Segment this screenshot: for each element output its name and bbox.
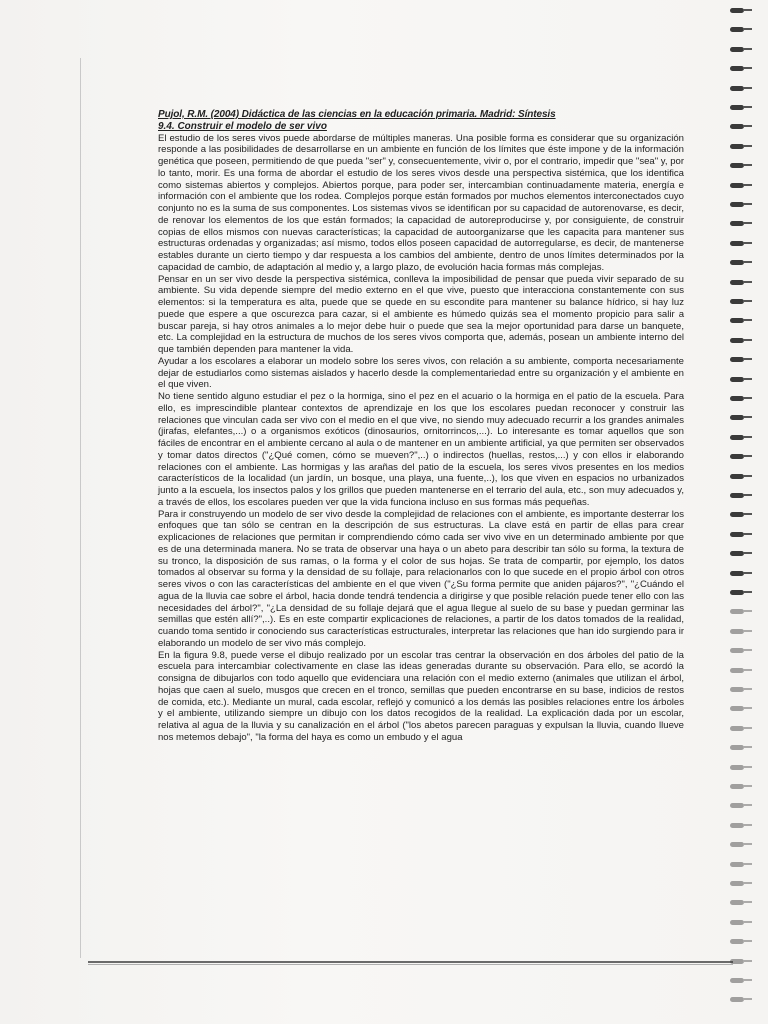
binding-hole <box>730 142 752 151</box>
binding-hole <box>730 258 752 267</box>
paragraph-4: No tiene sentido alguno estudiar el pez o la hormiga, sino el pez en el acuario o la hormiga en el patio de la escuela. Para ello, es imprescindible plantear contextos de aprendizaje en los que los escolares puedan reconocer y construir las relaciones que vinculan cada ser vivo con el medio en el que vive, no siendo muy adecuado recurrir a los grandes animales (jirafas, elefantes,...) o a organismos exóticos (dinosaurios, ornitorrincos,...). Lo interesante es tomar aquellos que son fáciles de encontrar en el ambiente cercano al aula o de mantener en un ambiente artificial, ya que permiten ser observados y tomar datos directos ("¿Qué comen, cómo se mueven?",..) o indirectos (huellas, restos,...) y con ellos ir elaborando relaciones con el ambiente. Las hormigas y las arañas del patio de la escuela, los seres vivos presentes en los medios característicos de la localidad (un jardín, un bosque, una playa, una fuente,..), los que viven en espacios no urbanizados junto a la escuela, los insectos palos y los grillos que pueden mantenerse en el terrario del aula, etc., son muy adecuados y, a través de ellos, los escolares pueden ver que la vida funciona incluso en sus formas más pequeñas. <box>158 391 684 508</box>
binding-hole <box>730 297 752 306</box>
binding-hole <box>730 840 752 849</box>
binding-hole <box>730 685 752 694</box>
binding-hole <box>730 219 752 228</box>
binding-hole <box>730 64 752 73</box>
binding-hole <box>730 103 752 112</box>
binding-hole <box>730 918 752 927</box>
binding-hole <box>730 161 752 170</box>
binding-hole <box>730 122 752 131</box>
paragraph-1: El estudio de los seres vivos puede abordarse de múltiples maneras. Una posible forma es considerar que su organización responde a las posibilidades de desarrollarse en un ambiente en función de los límites que éste impone y de la información genética que poseen, permitiendo de que pueda "ser" y, consecuentemente, vivir o, por el contrario, impedir que "sea" y, por lo tanto, morir. Es una forma de abordar el estudio de los seres vivos desde una perspectiva sistémica, que los identifica como sistemas abiertos y complejos. Abiertos porque, para poder ser, intercambian continuadamente materia, energía e información con el ambiente que los rodea. Complejos porque están formados por muchos elementos interconectados cuyo conjunto no es la suma de sus componentes. Los sistemas vivos se identifican por su capacidad de autorenovarse, es decir, de renovar los elementos de los que están formados; la capacidad de autoreproducirse y, por consiguiente, de construir copias de ellos mismos con nuevas características; la capacidad de autoorganizarse que les capacita para mantener sus estructuras ordenadas y organizadas; así mismo, todos ellos poseen capacidad de autorregularse, es decir, de mantenerse estables durante un cierto tiempo y dar respuesta a los cambios del ambiente, dentro de unos límites determinados por la capacidad de cambio, de adaptación al medio y, a largo plazo, de evolución hacia formas más complejas. <box>158 132 684 273</box>
binding-hole <box>730 355 752 364</box>
binding-hole <box>730 763 752 772</box>
binding-hole <box>730 433 752 442</box>
binding-hole <box>730 375 752 384</box>
binding-hole <box>730 995 752 1004</box>
binding-hole <box>730 413 752 422</box>
binding-hole <box>730 530 752 539</box>
document-body <box>158 109 684 744</box>
binding-hole <box>730 84 752 93</box>
binding-hole <box>730 588 752 597</box>
binding-hole <box>730 898 752 907</box>
binding-hole <box>730 510 752 519</box>
binding-hole <box>730 821 752 830</box>
left-margin-line <box>80 58 81 958</box>
binding-hole <box>730 879 752 888</box>
binding-hole <box>730 25 752 34</box>
bottom-rule <box>88 961 733 963</box>
paragraph-5: Para ir construyendo un modelo de ser vivo desde la complejidad de relaciones con el ambiente, es importante desterrar los enfoques que tan sólo se centran en la descripción de sus estructuras. La clave está en partir de ellas para crear explicaciones de relaciones que permitan ir comprendiendo cómo cada ser vivo vive en un determinado ambiente por que es de una determinada manera. No se trata de observar una haya o un abeto para describir tan sólo su forma, la textura de su tronco, la disposición de sus ramas, o la forma y el color de sus hojas. Se trata de compartir, por ejemplo, los datos tomados al observar su forma y la densidad de su follaje, para relacionarlos con lo que sucede en el propio árbol con otros seres vivos o con las características del ambiente en el que viven ("¿Su forma permite que aniden pájaros?", "¿Cuándo el agua de la lluvia cae sobre el árbol, hacia donde tendrá tendencia a dirigirse y que posible relación puede tener ello con las necesidades del árbol?", "¿La densidad de su follaje dejará que el agua llegue al suelo de su base y puedan germinar las semillas que estén allí?",..). Es en este compartir explicaciones de relaciones, a partir de los datos tomados de la realidad, cuando toma sentido ir conociendo sus características estructurales, interpretar las relaciones que han ido surgiendo para ir elaborando un modelo de ser vivo más complejo. <box>158 508 684 649</box>
binding-hole <box>730 860 752 869</box>
binding-hole <box>730 239 752 248</box>
section-title: 9.4. Construir el modelo de ser vivo <box>158 120 327 132</box>
spiral-binding <box>720 0 768 1024</box>
binding-hole <box>730 607 752 616</box>
binding-hole <box>730 646 752 655</box>
binding-hole <box>730 549 752 558</box>
paragraph-3: Ayudar a los escolares a elaborar un modelo sobre los seres vivos, con relación a su ambiente, comporta necesariamente dejar de estudiarlos como sistemas aislados y hacerlo desde la complementariedad entre su organización y el ambiente en el que viven. <box>158 355 684 391</box>
binding-hole <box>730 181 752 190</box>
binding-hole <box>730 6 752 15</box>
paragraph-2: Pensar en un ser vivo desde la perspectiva sistémica, conlleva la imposibilidad de pensar que pueda vivir separado de su ambiente. Su vida depende siempre del medio externo en el que vive, puesto que interacciona constantemente con sus elementos: si la temperatura es alta, puede que se quede en su escondite para mantener su balance hídrico, si hay luz puede que espere a que oscurezca para cazar, si el ambiente es húmedo quizás sea el momento propicio para salir a buscar pareja, si hay otros animales a lo mejor debe huir o puede que sea la mejor oportunidad para darse un banquete, etc. La complejidad en la estructura de muchos de los seres vivos comporta que, además, posean un ambiente interno del que también dependen para mantener la vida. <box>158 273 684 355</box>
binding-hole <box>730 200 752 209</box>
binding-hole <box>730 316 752 325</box>
binding-hole <box>730 782 752 791</box>
binding-hole <box>730 704 752 713</box>
binding-hole <box>730 394 752 403</box>
binding-hole <box>730 472 752 481</box>
paragraph-6: En la figura 9.8, puede verse el dibujo realizado por un escolar tras centrar la observación en dos árboles del patio de la escuela para intercambiar colectivamente en clase las ideas generadas durante su observación. Para ello, se acordó la consigna de dibujarlos con todo aquello que evidenciara una relación con el medio externo (animales que utilizan el árbol, hojas que caen al suelo, musgos que crecen en el tronco, semillas que pueden encontrarse en su base, indicios de restos de comida, etc.). Mediante un mural, cada escolar, reflejó y comunicó a los demás las posibles relaciones entre los árboles y el ambiente, utilizando siempre un dibujo con los datos recogidos de la realidad. La explicación dada por un escolar, relativa al agua de la lluvia y su canalización en el árbol ("los abetos parecen paraguas y expulsan la lluvia, cuando llueve nos metemos debajo", "la forma del haya es como un embudo y el agua <box>158 649 684 743</box>
binding-hole <box>730 336 752 345</box>
binding-hole <box>730 743 752 752</box>
binding-hole <box>730 627 752 636</box>
binding-hole <box>730 976 752 985</box>
binding-hole <box>730 666 752 675</box>
binding-hole <box>730 278 752 287</box>
binding-hole <box>730 801 752 810</box>
binding-hole <box>730 491 752 500</box>
binding-hole <box>730 957 752 966</box>
binding-hole <box>730 937 752 946</box>
citation-heading: Pujol, R.M. (2004) Didáctica de las ciencias en la educación primaria. Madrid: Síntesis <box>158 109 556 120</box>
binding-hole <box>730 569 752 578</box>
binding-hole <box>730 452 752 461</box>
binding-hole <box>730 45 752 54</box>
bottom-rule-shadow <box>88 964 733 965</box>
binding-hole <box>730 724 752 733</box>
